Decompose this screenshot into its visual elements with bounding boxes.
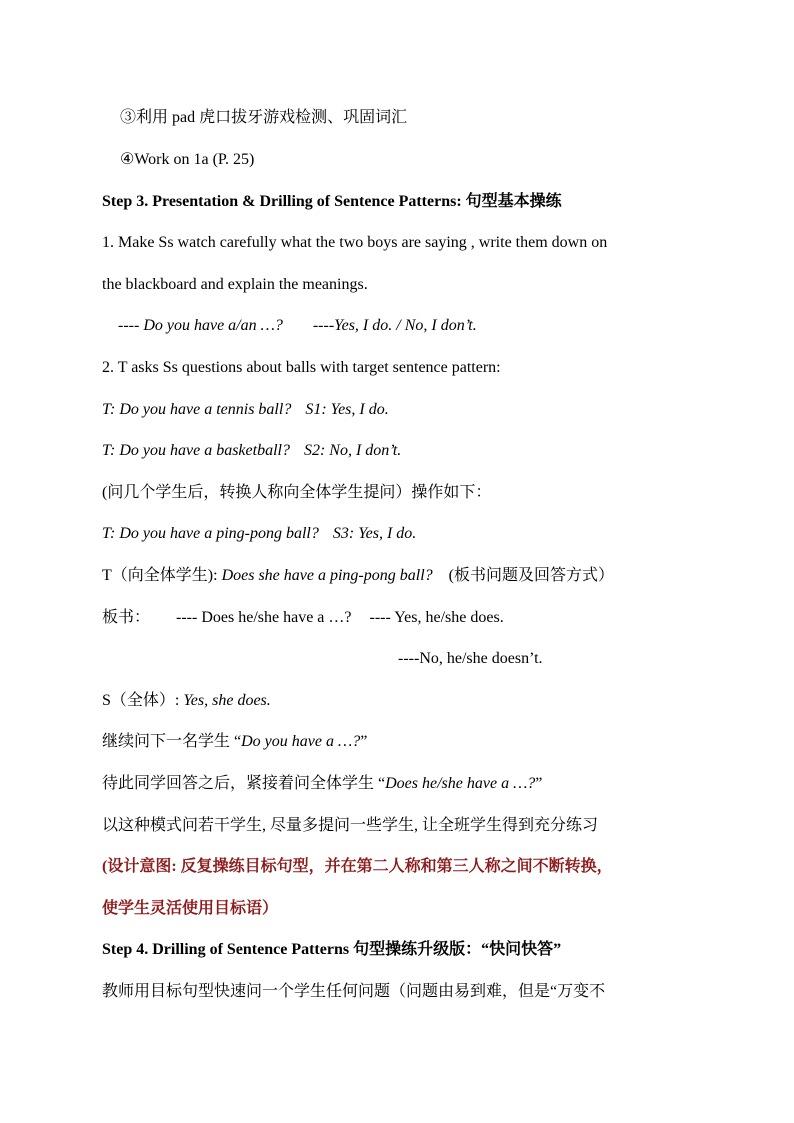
paragraph-1-line-1: 1. Make Ss watch carefully what the two boys are saying , write them down on [102, 234, 608, 251]
paragraph-2: 2. T asks Ss questions about balls with target sentence pattern: [102, 359, 501, 376]
blackboard-label: 板书： [102, 609, 151, 626]
blackboard-answer-yes: ---- Yes, he/she does. [369, 609, 504, 626]
blackboard-line-1 [102, 607, 504, 629]
procedure-note: (问几个学生后，转换人称向全体学生提问）操作如下： [102, 484, 492, 501]
step3-heading: Step 3. Presentation & Drilling of Sentence Patterns: 句型基本操练 [102, 193, 562, 210]
step4-heading: Step 4. Drilling of Sentence Patterns 句型操练升级版：“快问快答” [102, 941, 562, 958]
exchange-2-answer: S2: No, I don’t. [303, 442, 402, 459]
follow-up-question: Does he/she have a …? [385, 775, 536, 792]
exchange-3 [102, 523, 416, 545]
teacher-prefix: T（向全体学生): [102, 567, 218, 584]
exchange-3-question: T: Do you have a ping-pong ball? [102, 525, 319, 542]
exchange-1-question: T: Do you have a tennis ball? [102, 401, 292, 418]
dialogue-answer: ----Yes, I do. / No, I don’t. [312, 317, 477, 334]
teacher-question: Does she have a ping-pong ball? [221, 567, 433, 584]
follow-up-prefix: 待此同学回答之后，紧接着问全体学生 “ [102, 775, 386, 792]
pattern-practice-line: 以这种模式问若干学生, 尽量多提问一些学生, 让全班学生得到充分练习 [102, 817, 599, 834]
dialogue-pattern [118, 315, 477, 337]
class-prefix: S（全体）: [102, 692, 180, 709]
exchange-2 [102, 440, 401, 462]
follow-up-suffix: ” [535, 775, 543, 792]
continue-line [102, 731, 367, 753]
paragraph-1-line-2: the blackboard and explain the meanings. [102, 276, 368, 293]
list-item-3: ③利用 pad 虎口拔牙游戏检测、巩固词汇 [120, 109, 408, 126]
continue-prefix: 继续问下一名学生 “ [102, 733, 242, 750]
list-item-4: ④Work on 1a (P. 25) [120, 151, 255, 168]
continue-suffix: ” [360, 733, 368, 750]
exchange-1-answer: S1: Yes, I do. [305, 401, 389, 418]
class-answer [102, 690, 271, 712]
follow-up-line [102, 773, 542, 795]
design-intent-line-1: (设计意图: 反复操练目标句型，并在第二人称和第三人称之间不断转换， [102, 858, 613, 875]
exchange-3-answer: S3: Yes, I do. [332, 525, 417, 542]
step4-paragraph: 教师用目标句型快速问一个学生任何问题（问题由易到难，但是“万变不 [102, 983, 606, 1000]
exchange-2-question: T: Do you have a basketball? [102, 442, 290, 459]
dialogue-question: ---- Do you have a/an …? [118, 317, 283, 334]
continue-question: Do you have a …? [241, 733, 361, 750]
teacher-whole-class-question [102, 565, 614, 587]
teacher-note: (板书问题及回答方式） [448, 567, 614, 584]
blackboard-answer-no: ----No, he/she doesn’t. [398, 650, 543, 667]
design-intent-line-2: 使学生灵活使用目标语） [102, 900, 279, 917]
exchange-1 [102, 399, 389, 421]
blackboard-question: ---- Does he/she have a …? [176, 609, 352, 626]
class-reply: Yes, she does. [183, 692, 271, 709]
